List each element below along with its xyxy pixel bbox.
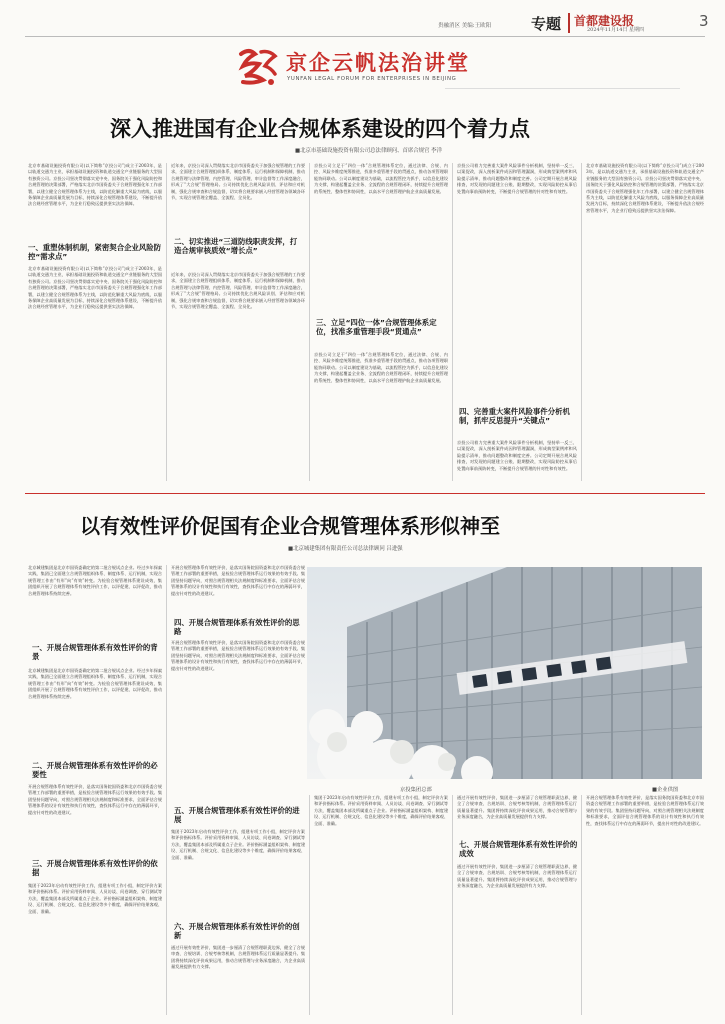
article1-col5-text: 北京市基础设施投资有限公司(以下简称“京投公司”)成立于2003年，是以轨道交通为主业，承担基础设施投资和轨道交通全产业链服务的大型国有独资公司。京投公司坚决贯彻落实党中央、国务院关于强化风险防控和合规管理的决策部署，严格落实北京市国资委关于合规管理强化年工作部署，以建立健全合规管理体系为主线，以防范化解重大风险为底线，以服务保障企业高质量发展为目标，持续深化合规管理体系建设，不断提升依法合规经营管理水平，为企业行稳致远提供坚实法治保障。 — [586, 163, 704, 213]
photo-caption: 京投集团总部 — [400, 787, 432, 793]
article1-col2-body: 近年来，京投公司深入贯彻落实北京市国资委关于加强合规管理的工作要求，全面建立合规管理组织体系、制度体系、运行机制和保障机制，推动合规管理与法律管理、内控管理、风险管理、审计监督等工作深度融合，形成了“大合规”管理格局。公司持续优化合规风险识别、评估和应对机制，强化合规审查和合规监督，切实将合规要求嵌入经营管理各领域各环节，实现合规管理全覆盖、全流程、全员化。 — [171, 272, 305, 310]
article1-byline: ■北京市基础设施投资有限公司总法律顾问、首席合规官 李洋 — [295, 148, 442, 154]
article1-col1-body: 北京市基础设施投资有限公司(以下简称“京投公司”)成立于2003年，是以轨道交通为主业，承担基础设施投资和轨道交通全产业链服务的大型国有独资公司。京投公司坚决贯彻落实党中央、国务院关于强化风险防控和合规管理的决策部署，严格落实北京市国资委关于合规管理强化年工作部署，以建立健全合规管理体系为主线，以防范化解重大风险为底线，以服务保障企业高质量发展为目标，持续深化合规管理体系建设，不断提升依法合规经营管理水平，为企业行稳致远提供坚实法治保障。 — [28, 266, 162, 310]
article2-section4-head: 四、开展合规管理体系有效性评价的思路 — [174, 618, 300, 636]
article2-section3-head: 三、开展合规管理体系有效性评价的依据 — [32, 859, 158, 877]
issue-date: 2024年11月14日 星期四 — [587, 27, 645, 33]
article2-col1-intro: 北京城建集团是北京市国资委确定的第二批合规试点企业。经过多年探索实践，集团已全面建立合规管理组织体系、制度体系、运行机制，实现合规管理工作由“有形”向“有效”转变。为检验合规管理体系建设成效，集团组织开展了合规管理体系有效性评价工作，以评促建、以评促改，推动合规管理体系持续完善。 — [28, 565, 162, 596]
column-divider — [452, 163, 453, 481]
column-divider — [452, 795, 453, 1015]
forum-title: 京企云帆法治讲堂 — [286, 51, 470, 75]
column-divider — [309, 163, 310, 481]
article2-col1-body3: 集团于2023年启动有效性评价工作，组建专项工作小组，制定评价方案和评价指标体系。评价采用资料审阅、人员访谈、问卷调查、穿行测试等方法，覆盖集团本部及所属重点子企业。评价指标涵盖组织架构、制度建设、运行机制、合规文化、信息化建设等多个维度，确保评价结果客观、全面、准确。 — [28, 883, 162, 914]
article1-col4-text: 京投公司着力完善重大案件风险事件分析机制，坚持举一反三、以案促改，深入剖析案件成因和管理漏洞，形成典型案例库和风险提示清单，推动问题整改和制度完善。公司定期开展合规风险排查，对发现的问题建立台账、限期整改，实现风险防控从事后处置向事前预防转变，不断提升合规管理的针对性和有效性。 — [457, 163, 577, 194]
building-photo — [307, 567, 702, 779]
forum-logo-icon — [235, 44, 281, 90]
article2-col3-text: 集团于2023年启动有效性评价工作，组建专项工作小组，制定评价方案和评价指标体系。评价采用资料审阅、人员访谈、问卷调查、穿行测试等方法，覆盖集团本部及所属重点子企业。评价指标涵盖组织架构、制度建设、运行机制、合规文化、信息化建设等多个维度，确保评价结果客观、全面、准确。 — [314, 795, 448, 826]
column-divider — [309, 795, 310, 1015]
article1-col1-intro: 北京市基础设施投资有限公司(以下简称“京投公司”)成立于2003年，是以轨道交通为主业，承担基础设施投资和轨道交通全产业链服务的大型国有独资公司。京投公司坚决贯彻落实党中央、国务院关于强化风险防控和合规管理的决策部署，严格落实北京市国资委关于合规管理强化年工作部署，以建立健全合规管理体系为主线，以防范化解重大风险为底线，以服务保障企业高质量发展为目标，持续深化合规管理体系建设，不断提升依法合规经营管理水平，为企业行稳致远提供坚实法治保障。 — [28, 163, 162, 207]
column-divider — [166, 163, 167, 481]
article1-col4-body: 京投公司着力完善重大案件风险事件分析机制，坚持举一反三、以案促改，深入剖析案件成因和管理漏洞，形成典型案例库和风险提示清单，推动问题整改和制度完善。公司定期开展合规风险排查，对发现的问题建立台账、限期整改，实现风险防控从事后处置向事前预防转变，不断提升合规管理的针对性和有效性。 — [457, 440, 577, 471]
article2-col2-body3: 通过开展有效性评价，集团进一步厘清了合规管理职责边界，健全了合规审查、合规培训、合规考核等机制，合规管理体系运行质量显著提升。集团将持续深化评价成果运用，推动合规管理与业务深度融合，为企业高质量发展提供有力支撑。 — [171, 945, 305, 970]
article2-col4-text: 通过开展有效性评价，集团进一步厘清了合规管理职责边界，健全了合规审查、合规培训、合规考核等机制，合规管理体系运行质量显著提升。集团将持续深化评价成果运用，推动合规管理与业务深度融合，为企业高质量发展提供有力支撑。 — [457, 795, 577, 820]
header-divider — [568, 13, 570, 33]
article2-col4-body: 通过开展有效性评价，集团进一步厘清了合规管理职责边界，健全了合规审查、合规培训、合规考核等机制，合规管理体系运行质量显著提升。集团将持续深化评价成果运用，推动合规管理与业务深度融合，为企业高质量发展提供有力支撑。 — [457, 864, 577, 889]
article1-section2-head: 二、切实推进“三道防线职责发挥，打造合规审核质效“增长点” — [174, 237, 298, 255]
article1-headline: 深入推进国有企业合规体系建设的四个着力点 — [110, 117, 530, 141]
article2-section7-head: 七、开展合规管理体系有效性评价的成效 — [459, 840, 578, 858]
article2-byline: ■北京城建集团有限责任公司总法律顾问 吕进强 — [288, 546, 403, 552]
page-number: 3 — [699, 12, 709, 30]
header-slogans: 贵融消区 美编:王欧阳 — [438, 23, 492, 29]
article2-col1-body: 北京城建集团是北京市国资委确定的第二批合规试点企业。经过多年探索实践，集团已全面建立合规管理组织体系、制度体系、运行机制，实现合规管理工作由“有形”向“有效”转变。为检验合规管理体系建设成效，集团组织开展了合规管理体系有效性评价工作，以评促建、以评促改，推动合规管理体系持续完善。 — [28, 668, 162, 699]
article2-headline: 以有效性评价促国有企业合规管理体系形似神至 — [80, 514, 500, 538]
article2-section6-head: 六、开展合规管理体系有效性评价的创新 — [174, 922, 300, 940]
column-divider — [581, 163, 582, 481]
banner-rule — [445, 88, 680, 89]
article1-section4-head: 四、完善重大案件风险事件分析机制，抓牢反思提升“关键点” — [459, 407, 570, 425]
article2-col5-text: 开展合规管理体系有效性评价，是落实国务院国资委和北京市国资委合规管理工作部署的重要举措，是检验合规管理体系运行效果的有效手段。集团坚持问题导向，对照合规管理相关法规制度和标准要求，全面评估合规管理体系的设计有效性和执行有效性，查找体系运行中存在的薄弱环节，提出针对性的改进建议。 — [586, 795, 704, 826]
article2-section2-head: 二、开展合规管理体系有效性评价的必要性 — [32, 761, 158, 779]
column-divider — [581, 795, 582, 1015]
article1-col2-text: 近年来，京投公司深入贯彻落实北京市国资委关于加强合规管理的工作要求，全面建立合规管理组织体系、制度体系、运行机制和保障机制，推动合规管理与法律管理、内控管理、风险管理、审计监督等工作深度融合，形成了“大合规”管理格局。公司持续优化合规风险识别、评估和应对机制，强化合规审查和合规监督，切实将合规要求嵌入经营管理各领域各环节，实现合规管理全覆盖、全流程、全员化。 — [171, 163, 305, 201]
article2-section1-head: 一、开展合规管理体系有效性评价的背景 — [32, 643, 158, 661]
article1-col3-text: 京投公司立足于“四位一体”合规管理体系定位，通过法律、合规、内控、风险多维度统筹推进，找准多重管理手段的贯通点，推动各项管理职能协同联动。公司以制度建设为基础，以流程管控为抓手，以信息化建设为支撑，构建起覆盖全业务、全流程的合规管理闭环，持续提升合规管理的系统性、整体性和协同性，以高水平合规管理护航企业高质量发展。 — [314, 163, 448, 194]
article2-col2-text: 开展合规管理体系有效性评价，是落实国务院国资委和北京市国资委合规管理工作部署的重要举措，是检验合规管理体系运行效果的有效手段。集团坚持问题导向，对照合规管理相关法规制度和标准要求，全面评估合规管理体系的设计有效性和执行有效性，查找体系运行中存在的薄弱环节，提出针对性的改进建议。 — [171, 565, 305, 596]
header-rule — [25, 36, 705, 37]
section-label: 专题 — [531, 15, 562, 33]
article1-section3-head: 三、立足“四位一体”合规管理体系定位，找准多重管理手段“贯通点” — [316, 318, 437, 336]
photo-credit: ■企业供图 — [652, 787, 679, 793]
column-divider — [166, 565, 167, 1015]
paper-name: 首都建设报 — [574, 14, 635, 28]
article1-col3-body: 京投公司立足于“四位一体”合规管理体系定位，通过法律、合规、内控、风险多维度统筹推进，找准多重管理手段的贯通点，推动各项管理职能协同联动。公司以制度建设为基础，以流程管控为抓手，以信息化建设为支撑，构建起覆盖全业务、全流程的合规管理闭环，持续提升合规管理的系统性、整体性和协同性，以高水平合规管理护航企业高质量发展。 — [314, 352, 448, 383]
forum-subtitle: YUNFAN LEGAL FORUM FOR ENTERPRISES IN BEIJING — [287, 76, 457, 82]
article2-section5-head: 五、开展合规管理体系有效性评价的进展 — [174, 806, 300, 824]
article2-col2-body2: 集团于2023年启动有效性评价工作，组建专项工作小组，制定评价方案和评价指标体系。评价采用资料审阅、人员访谈、问卷调查、穿行测试等方法，覆盖集团本部及所属重点子企业。评价指标涵盖组织架构、制度建设、运行机制、合规文化、信息化建设等多个维度，确保评价结果客观、全面、准确。 — [171, 829, 305, 860]
article-separator — [25, 493, 705, 494]
article2-col1-body2: 开展合规管理体系有效性评价，是落实国务院国资委和北京市国资委合规管理工作部署的重要举措，是检验合规管理体系运行效果的有效手段。集团坚持问题导向，对照合规管理相关法规制度和标准要求，全面评估合规管理体系的设计有效性和执行有效性，查找体系运行中存在的薄弱环节，提出针对性的改进建议。 — [28, 784, 162, 815]
article1-section1-head: 一、重塑体制机制，紧密契合企业风险防控“需求点” — [28, 243, 162, 261]
article2-col2-body: 开展合规管理体系有效性评价，是落实国务院国资委和北京市国资委合规管理工作部署的重要举措，是检验合规管理体系运行效果的有效手段。集团坚持问题导向，对照合规管理相关法规制度和标准要求，全面评估合规管理体系的设计有效性和执行有效性，查找体系运行中存在的薄弱环节，提出针对性的改进建议。 — [171, 640, 305, 671]
